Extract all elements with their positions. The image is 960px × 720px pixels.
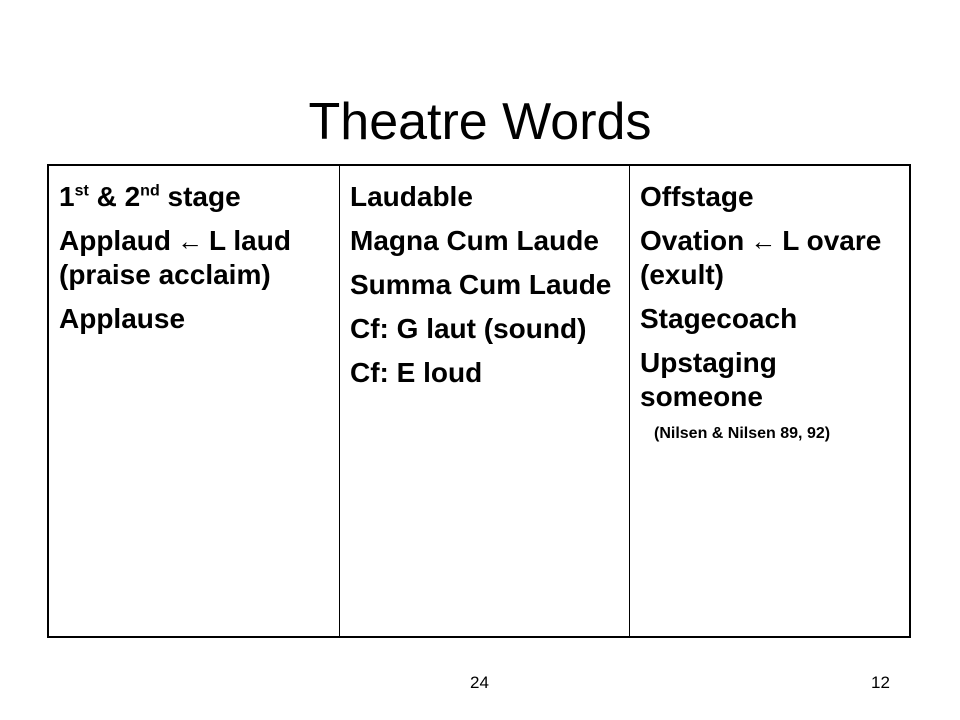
list-item: Magna Cum Laude	[350, 225, 599, 256]
word-table	[47, 164, 911, 638]
list-item: Laudable	[350, 181, 473, 212]
heading-text: 1	[59, 181, 75, 212]
footer-left-number: 24	[470, 673, 489, 692]
arrow-left-icon: ←	[750, 226, 777, 256]
citation-text: (Nilsen & Nilsen 89, 92)	[654, 425, 831, 442]
etymology-text: L ovare (exult)	[640, 225, 882, 290]
etymology-text: L laud (praise acclaim)	[59, 225, 291, 290]
heading-superscript: nd	[140, 182, 160, 200]
list-item: Applause	[59, 303, 186, 334]
list-item: Offstage	[640, 181, 754, 212]
table-column-2	[339, 166, 629, 636]
slide-number: 12	[871, 673, 890, 692]
table-column-1	[49, 166, 339, 636]
heading-text: stage	[159, 181, 241, 212]
list-item: Stagecoach	[640, 303, 798, 334]
word-text: Ovation	[640, 225, 745, 256]
list-item	[640, 224, 899, 292]
list-item: Summa Cum Laude	[350, 269, 612, 300]
table-column-3	[629, 166, 909, 636]
list-item	[59, 224, 329, 292]
list-item: Cf: G laut (sound)	[350, 313, 587, 344]
heading-superscript: st	[74, 182, 89, 200]
column-1-heading	[59, 180, 329, 214]
arrow-left-icon: ←	[177, 226, 203, 256]
list-item: Upstaging someone	[640, 347, 777, 412]
slide-title: Theatre Words	[308, 92, 652, 151]
word-text: Applaud	[59, 225, 171, 256]
list-item: Cf: E loud	[350, 357, 483, 388]
heading-text: & 2	[88, 181, 141, 212]
